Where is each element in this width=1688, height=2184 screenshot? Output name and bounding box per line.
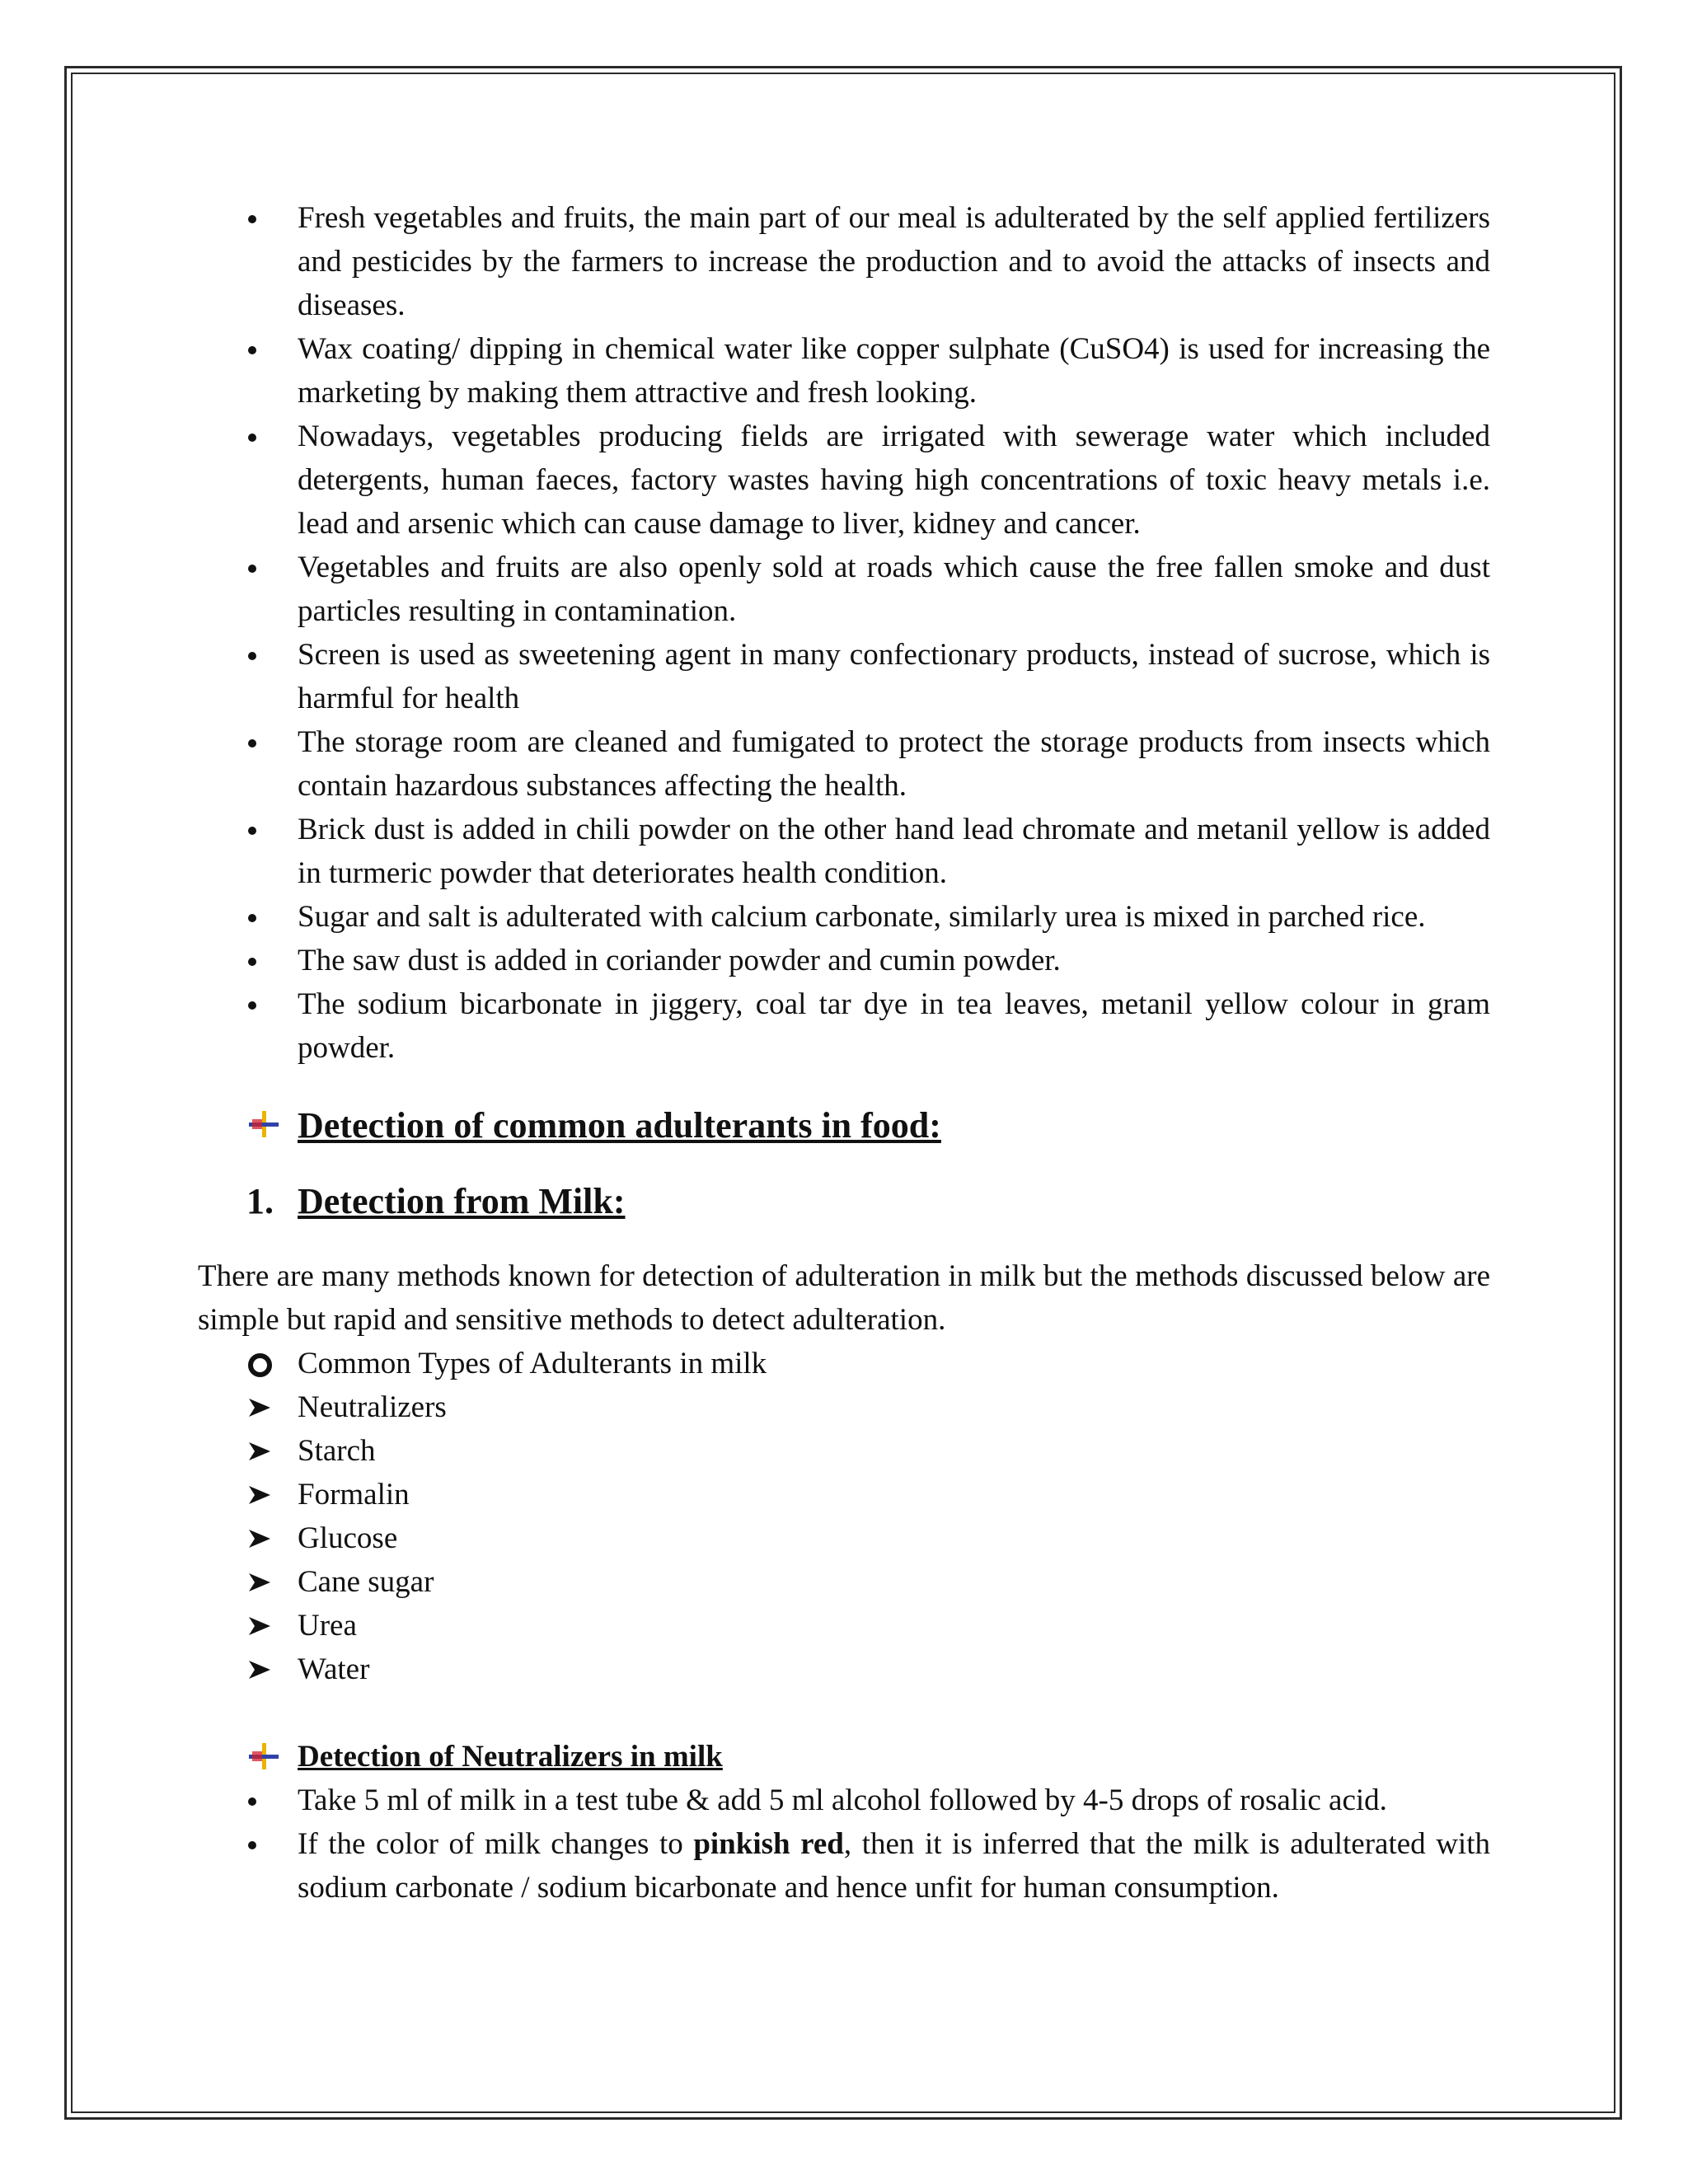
list-item: Fresh vegetables and fruits, the main part of our meal is adulterated by the self applied fertilizers and pesticides by the farmers to increase the production and to avoid the attacks of insects and diseases. — [198, 196, 1490, 327]
list-item — [198, 1560, 1490, 1604]
subsection-heading-text: Detection from Milk: — [298, 1181, 626, 1221]
list-item — [198, 1429, 1490, 1473]
list-item: Screen is used as sweetening agent in many confectionary products, instead of sucrose, which is harmful for health — [198, 633, 1490, 720]
list-item: Vegetables and fruits are also openly sold at roads which cause the free fallen smoke and dust particles resulting in contamination. — [198, 546, 1490, 633]
list-item: Sugar and salt is adulterated with calcium carbonate, similarly urea is mixed in parched rice. — [198, 895, 1490, 939]
neutralizers-heading — [198, 1735, 1490, 1779]
types-title-text: Common Types of Adulterants in milk — [298, 1347, 767, 1380]
adulterant-types-list — [198, 1342, 1490, 1691]
list-item — [198, 1516, 1490, 1560]
arrowhead-icon — [247, 1528, 272, 1549]
type-label: Glucose — [298, 1521, 398, 1555]
list-item — [198, 1647, 1490, 1691]
type-label: Formalin — [298, 1478, 410, 1511]
type-label: Neutralizers — [298, 1390, 447, 1424]
adulteration-bullet-list — [198, 196, 1490, 1070]
arrowhead-icon — [247, 1397, 272, 1418]
subsection-heading — [198, 1177, 1490, 1226]
highlight-text: pinkish red — [693, 1827, 844, 1861]
document-body — [198, 196, 1490, 1910]
neutralizers-steps — [198, 1779, 1490, 1910]
type-label: Cane sugar — [298, 1565, 434, 1599]
arrowhead-icon — [247, 1659, 272, 1680]
step-text: If the color of milk changes to — [298, 1827, 694, 1861]
section-heading-text: Detection of common adulterants in food: — [298, 1105, 941, 1146]
type-label: Starch — [298, 1434, 376, 1468]
arrowhead-icon — [247, 1615, 272, 1637]
list-item: The sodium bicarbonate in jiggery, coal tar dye in tea leaves, metanil yellow colour in gram powder. — [198, 982, 1490, 1070]
type-label: Urea — [298, 1609, 357, 1643]
arrowhead-icon — [247, 1484, 272, 1506]
arrowhead-icon — [247, 1441, 272, 1462]
arrowhead-icon — [247, 1572, 272, 1593]
list-item: Nowadays, vegetables producing fields are irrigated with sewerage water which included detergents, human faeces, factory wastes having high concentrations of toxic heavy metals i.e. lead and arsenic which can cause damage to liver, kidney and cancer. — [198, 415, 1490, 546]
type-label: Water — [298, 1652, 370, 1686]
list-item — [198, 1604, 1490, 1647]
list-item: Take 5 ml of milk in a test tube & add 5 ml alcohol followed by 4-5 drops of rosalic acid. — [198, 1779, 1490, 1822]
spacer — [198, 1691, 1490, 1735]
list-item — [198, 1385, 1490, 1429]
list-item: Wax coating/ dipping in chemical water like copper sulphate (CuSO4) is used for increasing the marketing by making them attractive and fresh looking. — [198, 327, 1490, 415]
types-title — [198, 1342, 1490, 1385]
list-item: Brick dust is added in chili powder on the other hand lead chromate and metanil yellow is added in turmeric powder that deteriorates health condition. — [198, 808, 1490, 895]
list-item — [198, 1473, 1490, 1516]
plus-cross-icon — [249, 1111, 279, 1137]
list-item — [198, 1822, 1490, 1910]
section-heading — [198, 1101, 1490, 1151]
circle-icon — [248, 1353, 272, 1377]
neutralizers-heading-text: Detection of Neutralizers in milk — [298, 1740, 723, 1774]
list-item: The storage room are cleaned and fumigated to protect the storage products from insects which contain hazardous substances affecting the health. — [198, 720, 1490, 808]
step-text: , then it is inferred that the milk is adulterated with sodium carbonate / sodium bicarbonate and hence unfit for human consumption. — [298, 1827, 1490, 1905]
milk-intro-paragraph: There are many methods known for detection of adulteration in milk but the methods discussed below are simple but rapid and sensitive methods to detect adulteration. — [198, 1259, 1490, 1337]
list-item: The saw dust is added in coriander powder and cumin powder. — [198, 939, 1490, 982]
plus-cross-icon — [249, 1743, 279, 1769]
subsection-number: 1. — [246, 1181, 274, 1221]
